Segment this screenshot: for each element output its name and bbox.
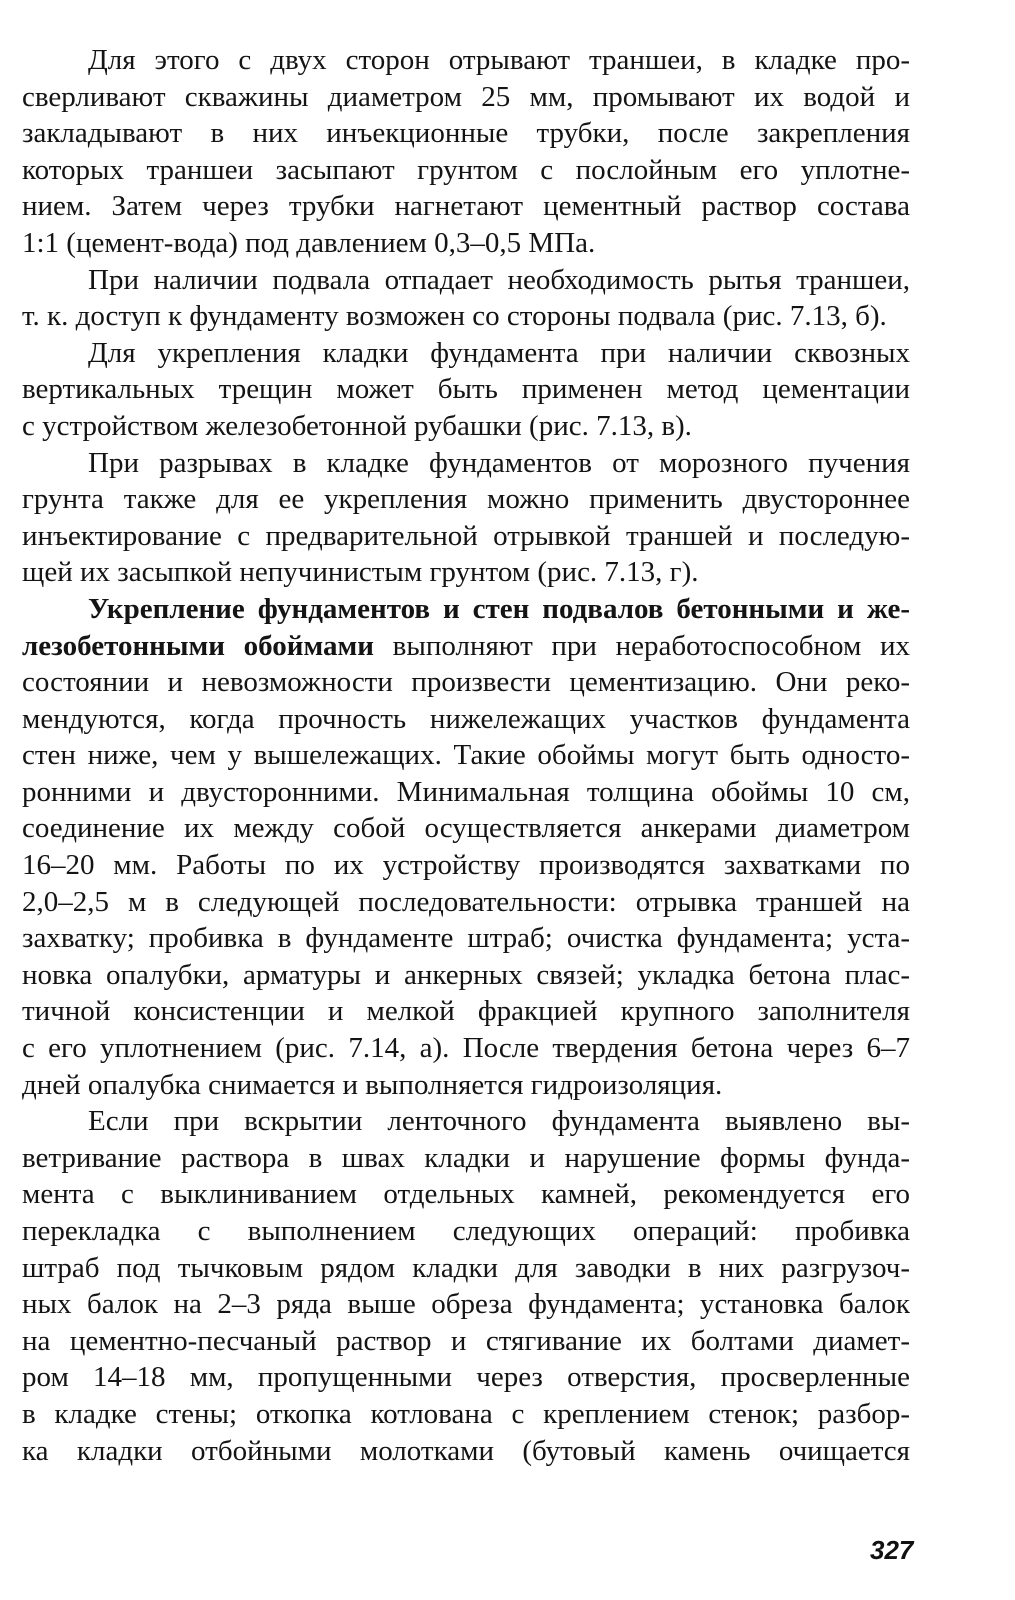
text-line: с устройством железобетонной рубашки (рис. 7.13, в). [22,409,692,442]
paragraph-basement-access [22,262,910,335]
text-line: При разрывах в кладке фундаментов от морозного пучения [88,446,910,479]
text-line: штраб под тычковым рядом кладки для заводки в них разгрузоч- [22,1251,910,1284]
text-line: ных балок на 2–3 ряда выше обреза фундамента; установка балок [22,1288,910,1321]
text-line: т. к. доступ к фундаменту возможен со стороны подвала (рис. 7.13, б). [22,300,887,333]
text-line: инъектирование с предварительной отрывкой траншей и последую- [22,519,910,552]
text-line: нием. Затем через трубки нагнетают цементный раствор состава [22,190,910,223]
text-line: 16–20 мм. Работы по их устройству производятся захватками по [22,849,910,882]
text-line: вертикальных трещин может быть применен метод цементации [22,373,910,406]
text-line: перекладка с выполнением следующих операций: пробивка [22,1215,910,1247]
paragraph-cementation-jacket [22,335,910,445]
paragraph-trench-injection [22,42,910,262]
text-line: ветривание раствора в швах кладки и нарушение формы фунда- [22,1141,910,1174]
text-line: мента с выклиниванием отдельных камней, рекомендуется его [22,1178,910,1211]
text-line: в кладке стены; откопка котлована с креплением стенок; разбор- [22,1397,910,1430]
text-line: ронними и двусторонними. Минимальная толщина обоймы 10 см, [22,775,910,808]
page-number: 327 [870,1535,914,1565]
text-line: При наличии подвала отпадает необходимость рытья траншеи, [88,263,910,296]
bold-term: лезобетонными обоймами [22,629,374,662]
text-line: Если при вскрытии ленточного фундамента выявлено вы- [88,1105,910,1138]
paragraph-concrete-jackets [22,591,910,1103]
text-line: которых траншеи засыпают грунтом с послойным его уплотне- [22,153,910,186]
paragraph-relaying-foundation [22,1103,910,1469]
text-line: ром 14–18 мм, пропущенными через отверстия, просверленные [22,1361,910,1394]
text-line: щей их засыпкой непучинистым грунтом (рис. 7.13, г). [22,556,699,589]
text-line: 1:1 (цемент-вода) под давлением 0,3–0,5 МПа. [22,226,596,259]
body-text [22,42,910,1469]
text-line: ка кладки отбойными молотками (бутовый камень очищается [22,1434,910,1467]
bold-heading-line: Укрепление фундаментов и стен подвалов бетонными и же- [88,592,910,625]
text-line: с его уплотнением (рис. 7.14, а). После твердения бетона через 6–7 [22,1032,910,1065]
text-line: на цементно-песчаный раствор и стягивание их болтами диамет- [22,1324,910,1357]
text-line: захватку; пробивка в фундаменте штраб; очистка фундамента; уста- [22,922,910,955]
text-line: закладывают в них инъекционные трубки, после закрепления [22,117,910,150]
text-line: дней опалубка снимается и выполняется гидроизоляция. [22,1068,723,1101]
paragraph-frost-heave [22,445,910,591]
text-line: соединение их между собой осуществляется анкерами диаметром [22,812,910,845]
text-line: мендуются, когда прочность нижележащих участков фундамента [22,702,910,735]
text-line: Для этого с двух сторон отрывают траншеи, в кладке про- [88,44,910,76]
text-line: стен ниже, чем у вышележащих. Такие обоймы могут быть односто- [22,739,910,772]
text-line: грунта также для ее укрепления можно применить двустороннее [22,483,910,516]
text-line [22,628,910,665]
text-line: тичной консистенции и мелкой фракцией крупного заполнителя [22,995,910,1028]
text-line: новка опалубки, арматуры и анкерных связей; укладка бетона плас- [22,958,910,991]
text-span: выполняют при неработоспособном их [374,629,910,662]
text-line: Для укрепления кладки фундамента при наличии сквозных [88,336,910,369]
text-line: состоянии и невозможности произвести цементизацию. Они реко- [22,666,910,699]
text-line: сверливают скважины диаметром 25 мм, промывают их водой и [22,80,910,113]
text-line: 2,0–2,5 м в следующей последовательности: отрывка траншей на [22,885,910,918]
